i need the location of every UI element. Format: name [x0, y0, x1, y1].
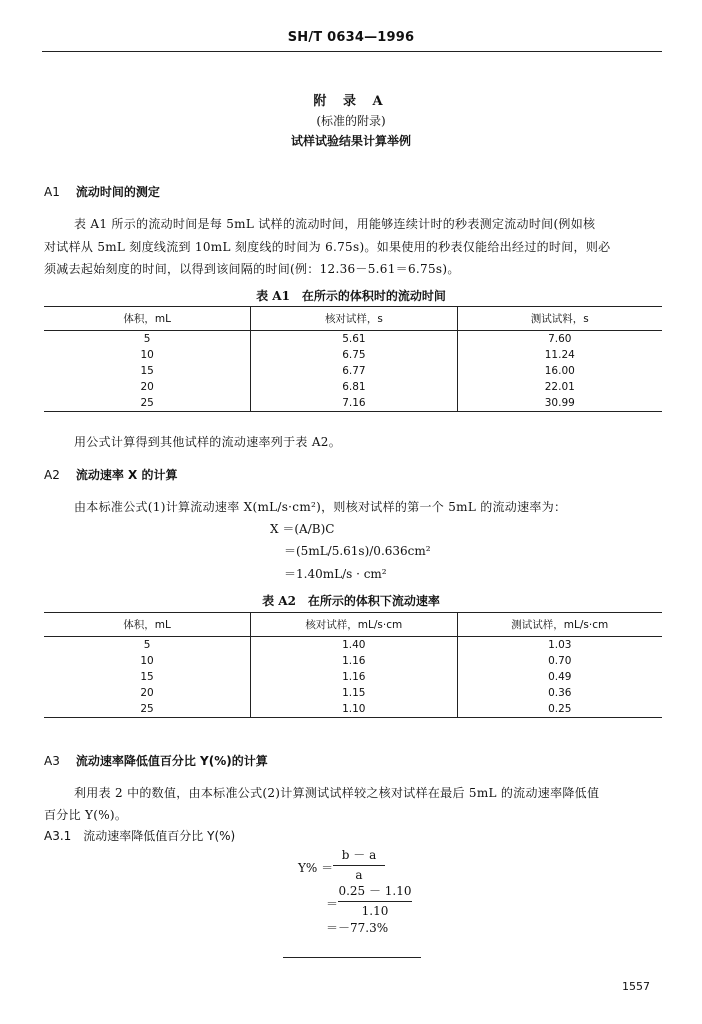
section-number: A1 — [44, 185, 60, 199]
table-cell: 0.49 — [548, 671, 572, 683]
table-cell: 1.40 — [251, 637, 457, 654]
appendix-subtitle: (标准的附录) — [316, 114, 386, 128]
table-header-cell: 体积，mL — [44, 613, 251, 637]
fraction-denominator: a — [355, 868, 363, 882]
table-header-cell: 测试试料，s — [457, 307, 662, 331]
formula-line: ＝1.40mL/s · cm² — [284, 567, 387, 581]
after-table-a1-text: 用公式计算得到其他试样的流动速率列于表 A2。 — [74, 435, 342, 449]
table-cell: 20 — [140, 687, 154, 699]
table-cell: 25 — [44, 701, 251, 718]
table-row — [44, 685, 662, 701]
table-a2-caption: 表 A2 在所示的体积下流动速率 — [262, 594, 440, 608]
table-cell: 10 — [140, 349, 154, 361]
table-row — [44, 669, 662, 685]
formula-result: ＝－77.3% — [326, 921, 389, 935]
table-a1-caption: 表 A1 在所示的体积时的流动时间 — [256, 289, 446, 303]
table-header-row — [44, 613, 662, 637]
a2-intro: 由本标准公式(1)计算流动速率 X(mL/s·cm²)，则核对试样的第一个 5mL 的流动速率为： — [74, 500, 567, 514]
fraction-1 — [333, 846, 385, 882]
appendix-name: 试样试验结果计算举例 — [290, 134, 411, 148]
fraction-bar — [338, 901, 412, 902]
footer-rule — [283, 957, 421, 958]
table-cell: 25 — [44, 395, 251, 412]
section-title: 流动速率 X 的计算 — [75, 468, 178, 482]
table-cell: 16.00 — [544, 365, 575, 377]
section-a1-heading — [44, 183, 160, 200]
a1-para-line: 须减去起始刻度的时间，以得到该间隔的时间(例：12.36－5.61＝6.75s)。 — [44, 262, 460, 276]
table-cell: 7.16 — [251, 395, 457, 412]
a1-para-line: 表 A1 所示的流动时间是每 5mL 试样的流动时间，用能够连续计时的秒表测定流动时间(例如核 — [74, 217, 596, 231]
table-cell: 15 — [140, 365, 154, 377]
section-a3-heading — [44, 752, 268, 769]
formula-equals: ＝ — [326, 897, 339, 911]
fraction-bar — [333, 865, 385, 866]
table-cell: 6.77 — [251, 363, 457, 379]
doc-code: SH/T 0634—1996 — [287, 30, 415, 45]
section-title: 流动时间的测定 — [75, 185, 160, 199]
table-header-cell: 核对试样，mL/s·cm — [251, 613, 457, 637]
table-a2 — [44, 612, 662, 718]
table-row — [44, 701, 662, 718]
fraction-numerator: b － a — [341, 848, 377, 862]
table-cell: 0.36 — [548, 687, 572, 699]
appendix-title: 附 录 A — [313, 94, 389, 109]
table-row — [44, 637, 662, 654]
table-row — [44, 363, 662, 379]
page-number: 1557 — [622, 980, 650, 993]
table-cell: 5 — [143, 639, 151, 651]
a3-para-line: 百分比 Y(%)。 — [44, 808, 128, 822]
table-a1 — [44, 306, 662, 412]
formula-lhs: Y% ＝ — [298, 861, 334, 875]
table-header-cell: 核对试样，s — [251, 307, 457, 331]
section-number: A2 — [44, 468, 60, 482]
table-cell: 5 — [143, 333, 151, 345]
table-row — [44, 379, 662, 395]
section-number: A3 — [44, 754, 60, 768]
table-cell: 6.75 — [251, 347, 457, 363]
subsection-title: 流动速率降低值百分比 Y(%) — [83, 829, 236, 843]
subsection-number: A3.1 — [44, 829, 72, 843]
table-cell: 10 — [140, 655, 154, 667]
table-cell: 1.16 — [251, 653, 457, 669]
formula-line: ＝(5mL/5.61s)/0.636cm² — [284, 544, 431, 558]
formula-line: X ＝(A/B)C — [270, 522, 335, 536]
table-cell: 20 — [140, 381, 154, 393]
table-cell: 22.01 — [544, 381, 575, 393]
table-cell: 1.15 — [251, 685, 457, 701]
table-header-cell: 体积，mL — [44, 307, 251, 331]
table-cell: 1.10 — [251, 701, 457, 718]
header-rule — [42, 51, 662, 52]
table-header-cell: 测试试样，mL/s·cm — [457, 613, 662, 637]
table-row — [44, 395, 662, 412]
table-cell: 1.16 — [251, 669, 457, 685]
subsection-a3-1-heading — [44, 827, 235, 844]
a3-para-line: 利用表 2 中的数值，由本标准公式(2)计算测试试样较之核对试样在最后 5mL 的流动速率降低值 — [74, 786, 600, 800]
table-row — [44, 347, 662, 363]
table-cell: 1.03 — [548, 639, 572, 651]
section-title: 流动速率降低值百分比 Y(%)的计算 — [75, 754, 268, 768]
table-header-row — [44, 307, 662, 331]
table-cell: 5.61 — [251, 331, 457, 348]
table-cell: 7.60 — [548, 333, 572, 345]
table-cell: 0.70 — [548, 655, 572, 667]
table-cell: 30.99 — [457, 395, 662, 412]
table-row — [44, 331, 662, 348]
table-row — [44, 653, 662, 669]
table-cell: 15 — [140, 671, 154, 683]
fraction-2 — [338, 882, 412, 918]
fraction-numerator: 0.25 － 1.10 — [338, 884, 412, 898]
section-a2-heading — [44, 466, 177, 483]
table-cell: 6.81 — [251, 379, 457, 395]
a1-para-line: 对试样从 5mL 刻度线流到 10mL 刻度线的时间为 6.75s)。如果使用的秒表仅能给出经过的时间，则必 — [44, 240, 611, 254]
fraction-denominator: 1.10 — [361, 904, 389, 918]
table-cell: 0.25 — [457, 701, 662, 718]
table-cell: 11.24 — [544, 349, 575, 361]
